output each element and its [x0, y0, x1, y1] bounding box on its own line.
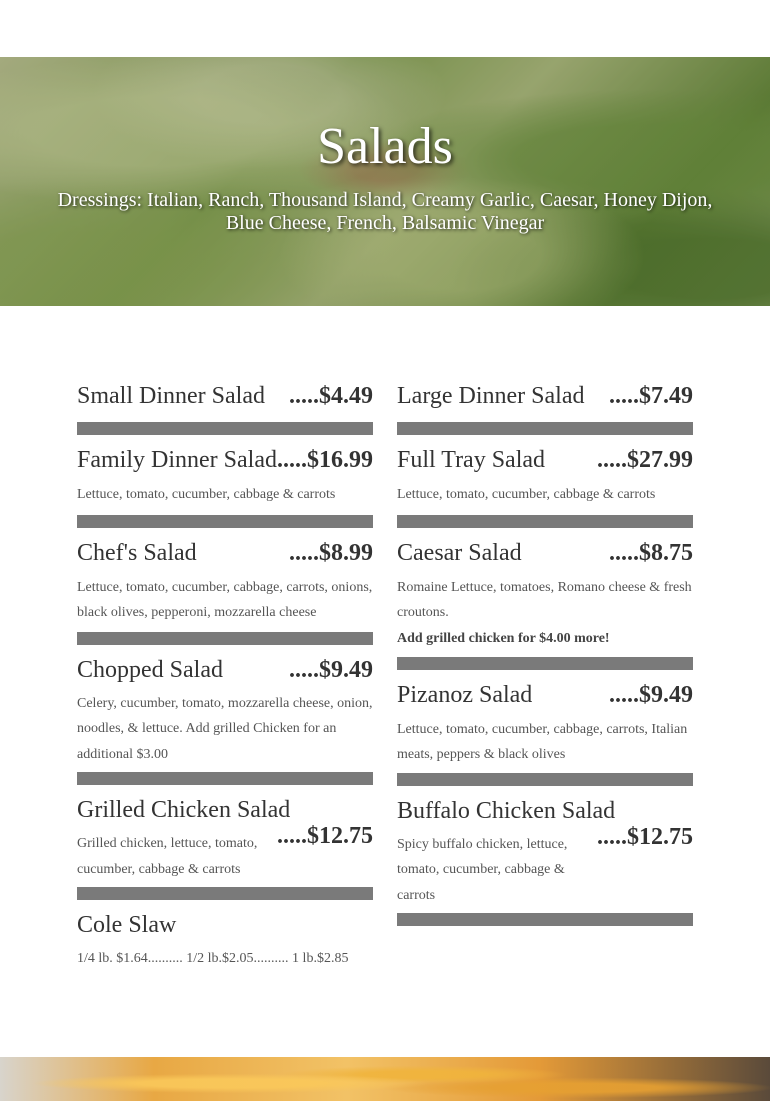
item-name: Cole Slaw [77, 912, 177, 938]
menu-item [397, 796, 693, 909]
item-price: .....$4.49 [289, 383, 373, 409]
item-price: .....$12.75 [277, 823, 373, 849]
item-name: Pizanoz Salad [397, 681, 533, 708]
menu-item [77, 538, 373, 626]
item-name: Grilled Chicken Salad [77, 797, 291, 823]
divider-bar [77, 632, 373, 645]
divider-bar [397, 657, 693, 670]
item-price: .....$9.49 [289, 656, 373, 683]
menu-item [77, 795, 373, 882]
menu-item [397, 680, 693, 768]
item-note: Add grilled chicken for $4.00 more! [397, 630, 610, 646]
item-price: .....$8.75 [609, 539, 693, 566]
item-description: Lettuce, tomato, cucumber, cabbage, carrots, Italian meats, peppers & black olives [397, 721, 688, 762]
menu-item [77, 910, 373, 972]
item-price: .....$16.99 [277, 447, 373, 473]
item-price: .....$7.49 [609, 383, 693, 409]
menu-item [77, 445, 373, 508]
menu-item [397, 445, 693, 508]
item-description: Lettuce, tomato, cucumber, cabbage & carrots [397, 487, 656, 502]
divider-bar [397, 422, 693, 435]
item-description: 1/4 lb. $1.64.......... 1/2 lb.$2.05.......... 1 lb.$2.85 [77, 951, 349, 966]
salads-hero-banner [0, 57, 770, 306]
menu-item [397, 538, 693, 651]
item-name: Caesar Salad [397, 539, 522, 566]
divider-bar [397, 913, 693, 926]
menu-item [77, 655, 373, 768]
item-description: Romaine Lettuce, tomatoes, Romano cheese & fresh croutons. [397, 579, 692, 620]
item-name: Buffalo Chicken Salad [397, 797, 616, 824]
divider-bar [397, 515, 693, 528]
menu-column-left [77, 381, 373, 972]
fries-section-banner [0, 1057, 770, 1101]
hero-overlay [0, 57, 770, 306]
divider-bar [77, 772, 373, 785]
item-name: Large Dinner Salad [397, 383, 585, 409]
item-price: .....$12.75 [597, 823, 693, 850]
item-description: Grilled chicken, lettuce, tomato, cucumber, cabbage & carrots [77, 836, 258, 877]
item-name: Chef's Salad [77, 539, 197, 566]
item-name: Full Tray Salad [397, 447, 546, 473]
item-description: Lettuce, tomato, cucumber, cabbage, carrots, onions, black olives, pepperoni, mozzarella cheese [77, 579, 373, 620]
menu-item [77, 381, 373, 411]
divider-bar [77, 422, 373, 435]
item-name: Small Dinner Salad [77, 383, 265, 409]
item-price: .....$8.99 [289, 539, 373, 566]
item-description: Lettuce, tomato, cucumber, cabbage & carrots [77, 487, 336, 502]
divider-bar [77, 887, 373, 900]
item-name: Chopped Salad [77, 656, 223, 683]
item-name: Family Dinner Salad [77, 447, 277, 473]
menu-item [397, 381, 693, 411]
item-description: Spicy buffalo chicken, lettuce, tomato, cucumber, cabbage & carrots [397, 836, 568, 903]
page-title: Salads [317, 118, 453, 175]
dressings-list: Dressings: Italian, Ranch, Thousand Island, Creamy Garlic, Caesar, Honey Dijon, Blue Cheese, French, Balsamic Vinegar [57, 189, 713, 234]
item-price: .....$27.99 [597, 447, 693, 473]
menu-column-right [397, 381, 693, 926]
divider-bar [77, 515, 373, 528]
divider-bar [397, 773, 693, 786]
item-price: .....$9.49 [609, 681, 693, 708]
item-description: Celery, cucumber, tomato, mozzarella cheese, onion, noodles, & lettuce. Add grilled Chicken for an additional $3.00 [77, 695, 373, 762]
